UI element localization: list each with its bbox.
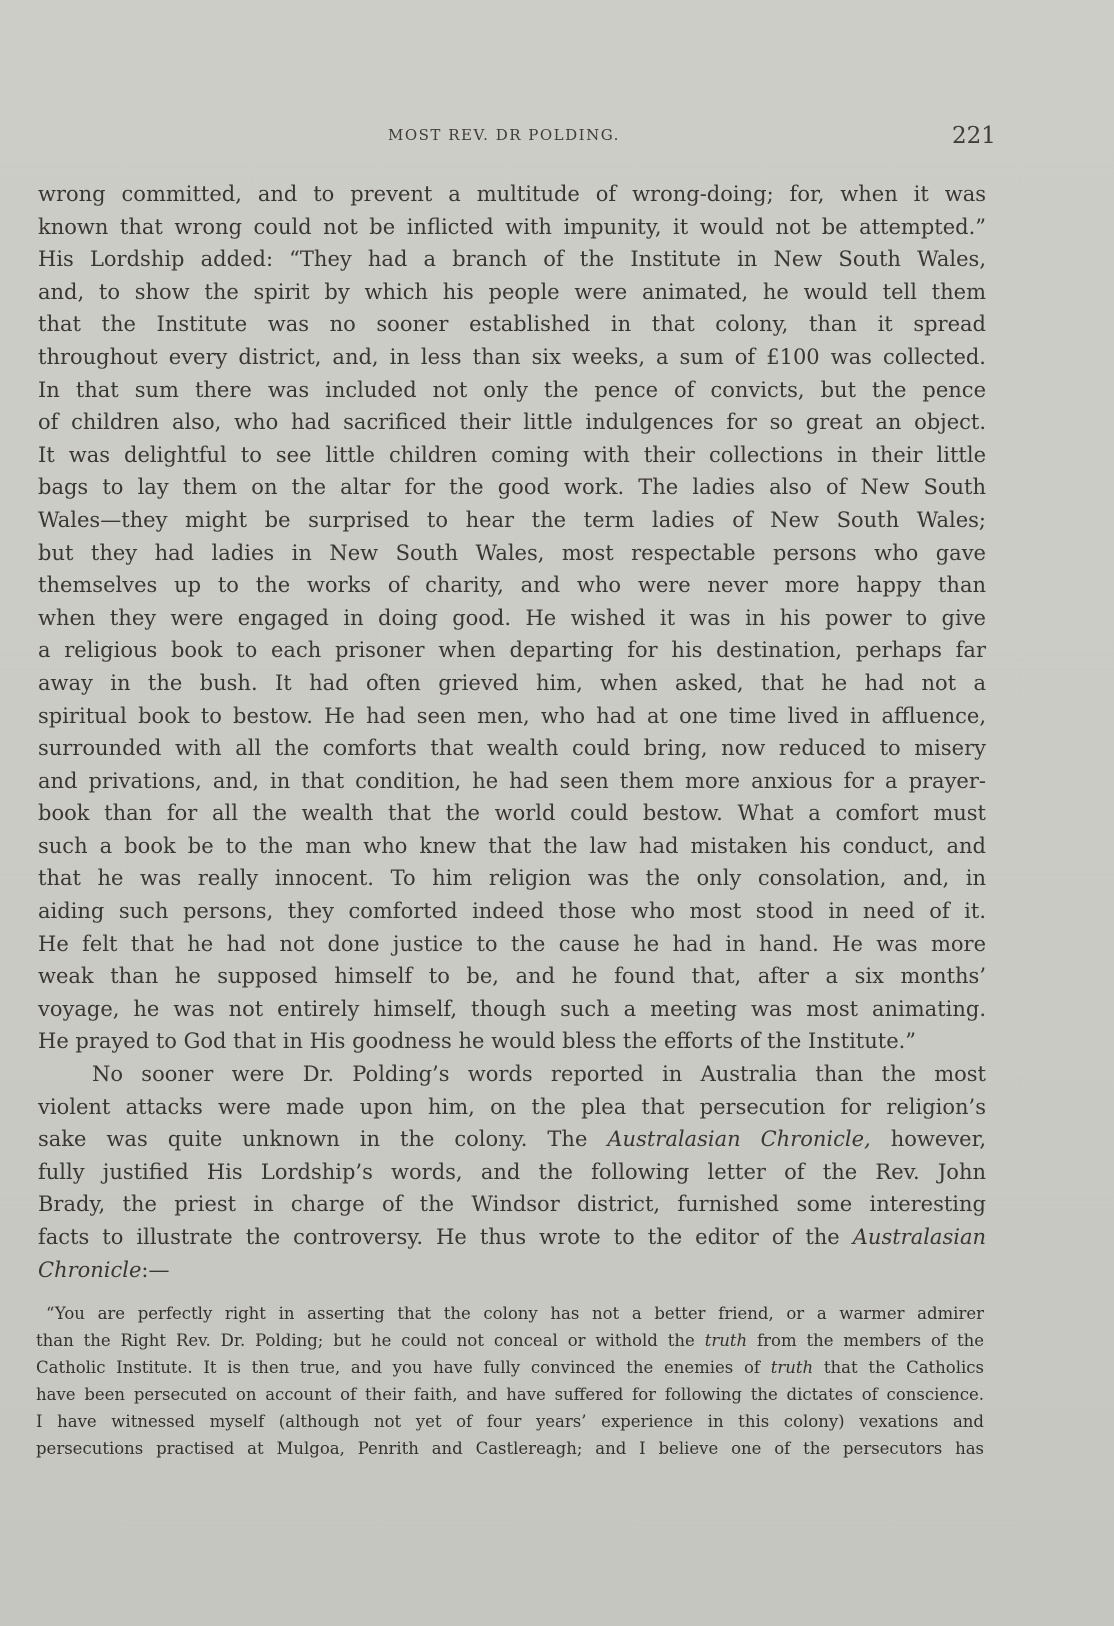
paragraph-line: Brady, the priest in charge of the Windsor district, furnished some interesting (38, 1192, 986, 1217)
paragraph-line: violent attacks were made upon him, on the plea that persecution for religion’s (38, 1094, 986, 1119)
text-line: throughout every district, and, in less than six weeks, a sum of £100 was collected. (38, 344, 986, 369)
paragraph-line (38, 1221, 986, 1254)
paragraph-line (38, 1254, 986, 1287)
text-line: bags to lay them on the altar for the good work. The ladies also of New South (38, 475, 986, 500)
text-line: He felt that he had not done justice to the cause he had in hand. He was more (38, 931, 986, 956)
text-line: such a book be to the man who knew that the law had mistaken his conduct, and (38, 833, 986, 858)
italic-title: Australasian Chronicle, (607, 1127, 871, 1152)
text-line: surrounded with all the comforts that wealth could bring, now reduced to misery (38, 736, 986, 761)
line-text: that the Catholics (813, 1358, 984, 1377)
line-text: from the members of the (747, 1331, 985, 1350)
text-line: that he was really innocent. To him religion was the only consolation, and, in (38, 866, 986, 891)
quote-line (36, 1327, 984, 1354)
text-line: spiritual book to bestow. He had seen men, who had at one time lived in affluence, (38, 703, 986, 728)
italic-title: Australasian (852, 1225, 986, 1249)
quote-line: have been persecuted on account of their faith, and have suffered for following the dictates of conscience. (36, 1385, 984, 1404)
text-line: a religious book to each prisoner when departing for his destination, perhaps far (38, 638, 986, 663)
text-line: and privations, and, in that condition, he had seen them more anxious for a prayer- (38, 768, 986, 793)
text-line: He prayed to God that in His goodness he would bless the efforts of the Institute.” (38, 1029, 917, 1054)
italic-word: truth (704, 1331, 748, 1350)
line-text: facts to illustrate the controversy. He thus wrote to the editor of the (38, 1225, 853, 1249)
text-line: Wales—they might be surprised to hear the term ladies of New South Wales; (38, 507, 986, 532)
quote-line: persecutions practised at Mulgoa, Penrith and Castlereagh; and I believe one of the persecutors has (36, 1439, 984, 1458)
text-line: weak than he supposed himself to be, and he found that, after a six months’ (38, 964, 986, 989)
text-line: wrong committed, and to prevent a multitude of wrong-doing; for, when it was (38, 182, 986, 206)
line-text: sake was quite unknown in the colony. The (38, 1127, 608, 1152)
text-line: themselves up to the works of charity, and who were never more happy than (38, 573, 986, 598)
text-line: away in the bush. It had often grieved him, when asked, that he had not a (38, 670, 986, 695)
quoted-letter (36, 1300, 984, 1462)
text-line: voyage, he was not entirely himself, though such a meeting was most animating. (38, 996, 986, 1021)
paragraph-line: fully justified His Lordship’s words, and the following letter of the Rev. John (38, 1159, 986, 1184)
line-text: :— (141, 1257, 170, 1282)
text-line: In that sum there was included not only the pence of convicts, but the pence (38, 377, 986, 402)
line-text: however, (870, 1127, 986, 1152)
text-line: but they had ladies in New South Wales, most respectable persons who gave (38, 540, 986, 565)
running-head (0, 123, 1114, 150)
line-text: Catholic Institute. It is then true, and you have fully convinced the enemies of (36, 1358, 771, 1377)
paragraph-line: No sooner were Dr. Polding’s words reported in Australia than the most (92, 1062, 986, 1087)
line-text: than the Right Rev. Dr. Polding; but he could not conceal or withold the (36, 1331, 695, 1350)
quote-line: I have witnessed myself (although not yet of four years’ experience in this colony) vexations and (36, 1412, 984, 1431)
text-line: His Lordship added: “They had a branch of the Institute in New South Wales, (38, 247, 986, 272)
quote-line (36, 1354, 984, 1381)
page-number: 221 (952, 123, 996, 149)
text-line: book than for all the wealth that the world could bestow. What a comfort must (38, 801, 986, 826)
text-line: that the Institute was no sooner established in that colony, than it spread (38, 312, 986, 337)
paragraph-line (38, 1123, 986, 1156)
text-line: aiding such persons, they comforted indeed those who most stood in need of it. (38, 899, 986, 924)
italic-word: truth (770, 1358, 814, 1377)
text-line: when they were engaged in doing good. He wished it was in his power to give (38, 605, 986, 630)
text-line: and, to show the spirit by which his people were animated, he would tell them (38, 279, 986, 304)
text-line: It was delightful to see little children coming with their collections in their little (38, 442, 986, 467)
italic-title: Chronicle (38, 1257, 142, 1282)
body-text (38, 178, 986, 1286)
running-title: MOST REV. DR POLDING. (388, 126, 620, 144)
text-line: known that wrong could not be inflicted with impunity, it would not be attempted.” (38, 214, 986, 239)
text-line: of children also, who had sacrificed their little indulgences for so great an object. (38, 410, 986, 435)
quote-line: “You are perfectly right in asserting that the colony has not a better friend, or a warmer admirer (46, 1304, 984, 1323)
